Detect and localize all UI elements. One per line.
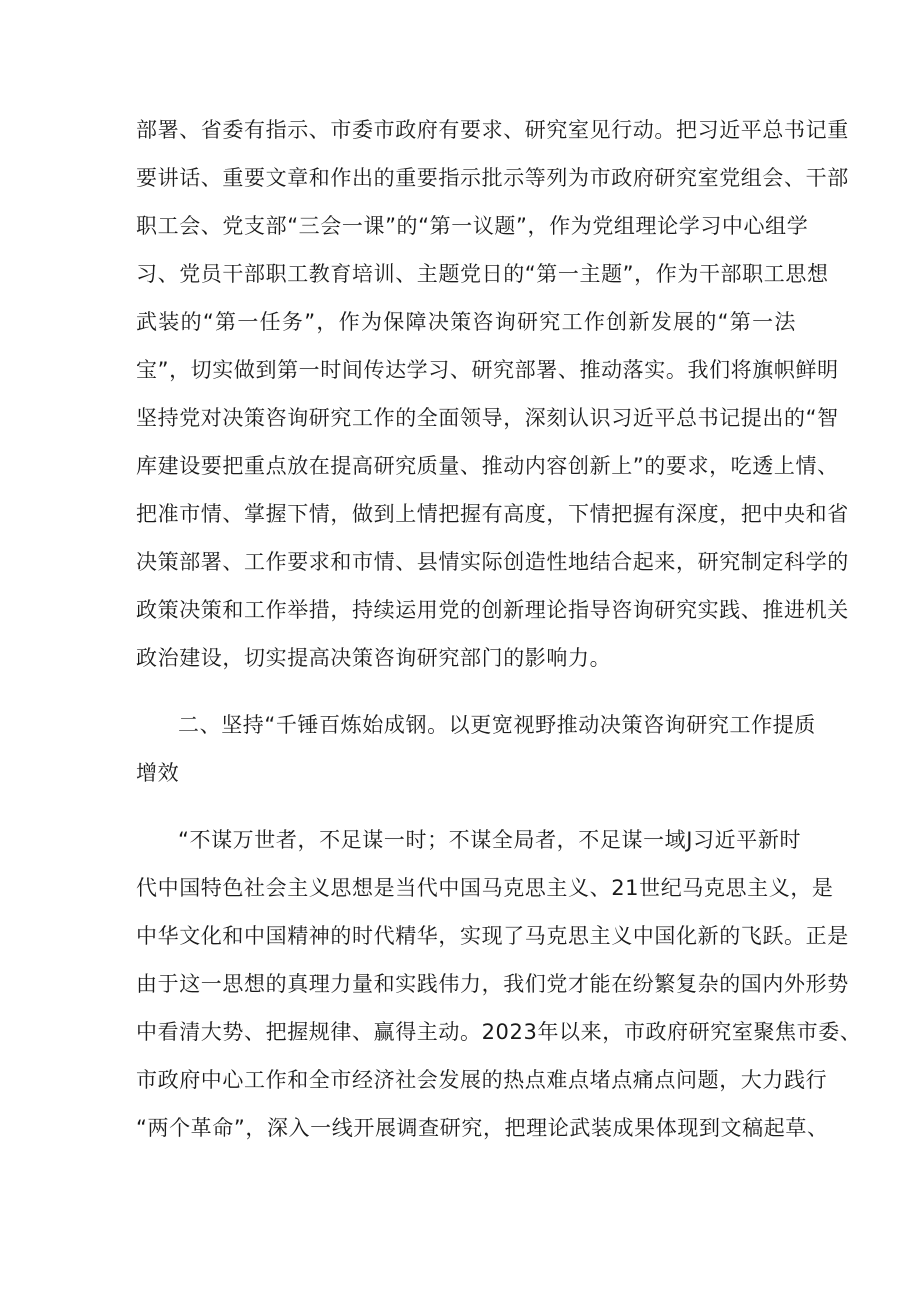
text-line: 中看清大势、把握规律、赢得主动。2023年以来，市政府研究室聚焦市委、 <box>136 1020 862 1044</box>
text-line: 政治建设，切实提高决策咨询研究部门的影响力。 <box>136 646 612 670</box>
text-line: 职工会、党支部“三会一课”的“第一议题”，作为党组理论学习中心组学 <box>136 214 809 238</box>
text-line: 政策决策和工作举措，持续运用党的创新理论指导咨询研究实践、推进机关 <box>136 598 849 622</box>
heading-line: 二、坚持“千锤百炼始成钢。以更宽视野推动决策咨询研究工作提质 <box>178 713 816 737</box>
text-line: 由于这一思想的真理力量和实践伟力，我们党才能在纷繁复杂的国内外形势 <box>136 972 849 996</box>
text-line: 把准市情、掌握下情，做到上情把握有高度，下情把握有深度，把中央和省 <box>136 502 849 526</box>
text-line: 代中国特色社会主义思想是当代中国马克思主义、21世纪马克思主义，是 <box>136 876 834 900</box>
text-line: 宝”，切实做到第一时间传达学习、研究部署、推动落实。我们将旗帜鲜明 <box>136 358 839 382</box>
text-line: 中华文化和中国精神的时代精华，实现了马克思主义中国化新的飞跃。正是 <box>136 924 849 948</box>
text-line: 库建设要把重点放在提高研究质量、推动内容创新上”的要求，吃透上情、 <box>136 454 839 478</box>
text-line: 习、党员干部职工教育培训、主题党日的“第一主题”，作为干部职工思想 <box>136 262 829 286</box>
heading-line: 增效 <box>136 761 180 785</box>
text-line: 要讲话、重要文章和作出的重要指示批示等列为市政府研究室党组会、干部 <box>136 166 849 190</box>
text-line: 部署、省委有指示、市委市政府有要求、研究室见行动。把习近平总书记重 <box>136 118 849 142</box>
text-line: 市政府中心工作和全市经济社会发展的热点难点堵点痛点问题，大力践行 <box>136 1068 828 1092</box>
text-line: 坚持党对决策咨询研究工作的全面领导，深刻认识习近平总书记提出的“智 <box>136 406 839 430</box>
text-line: 决策部署、工作要求和市情、县情实际创造性地结合起来，研究制定科学的 <box>136 550 849 574</box>
text-line: 武装的“第一任务”，作为保障决策咨询研究工作创新发展的“第一法 <box>136 310 796 334</box>
text-line: “两个革命”，深入一线开展调查研究，把理论武装成果体现到文稿起草、 <box>136 1116 829 1140</box>
text-line: “不谋万世者，不足谋一时；不谋全局者，不足谋一域J习近平新时 <box>178 828 802 852</box>
